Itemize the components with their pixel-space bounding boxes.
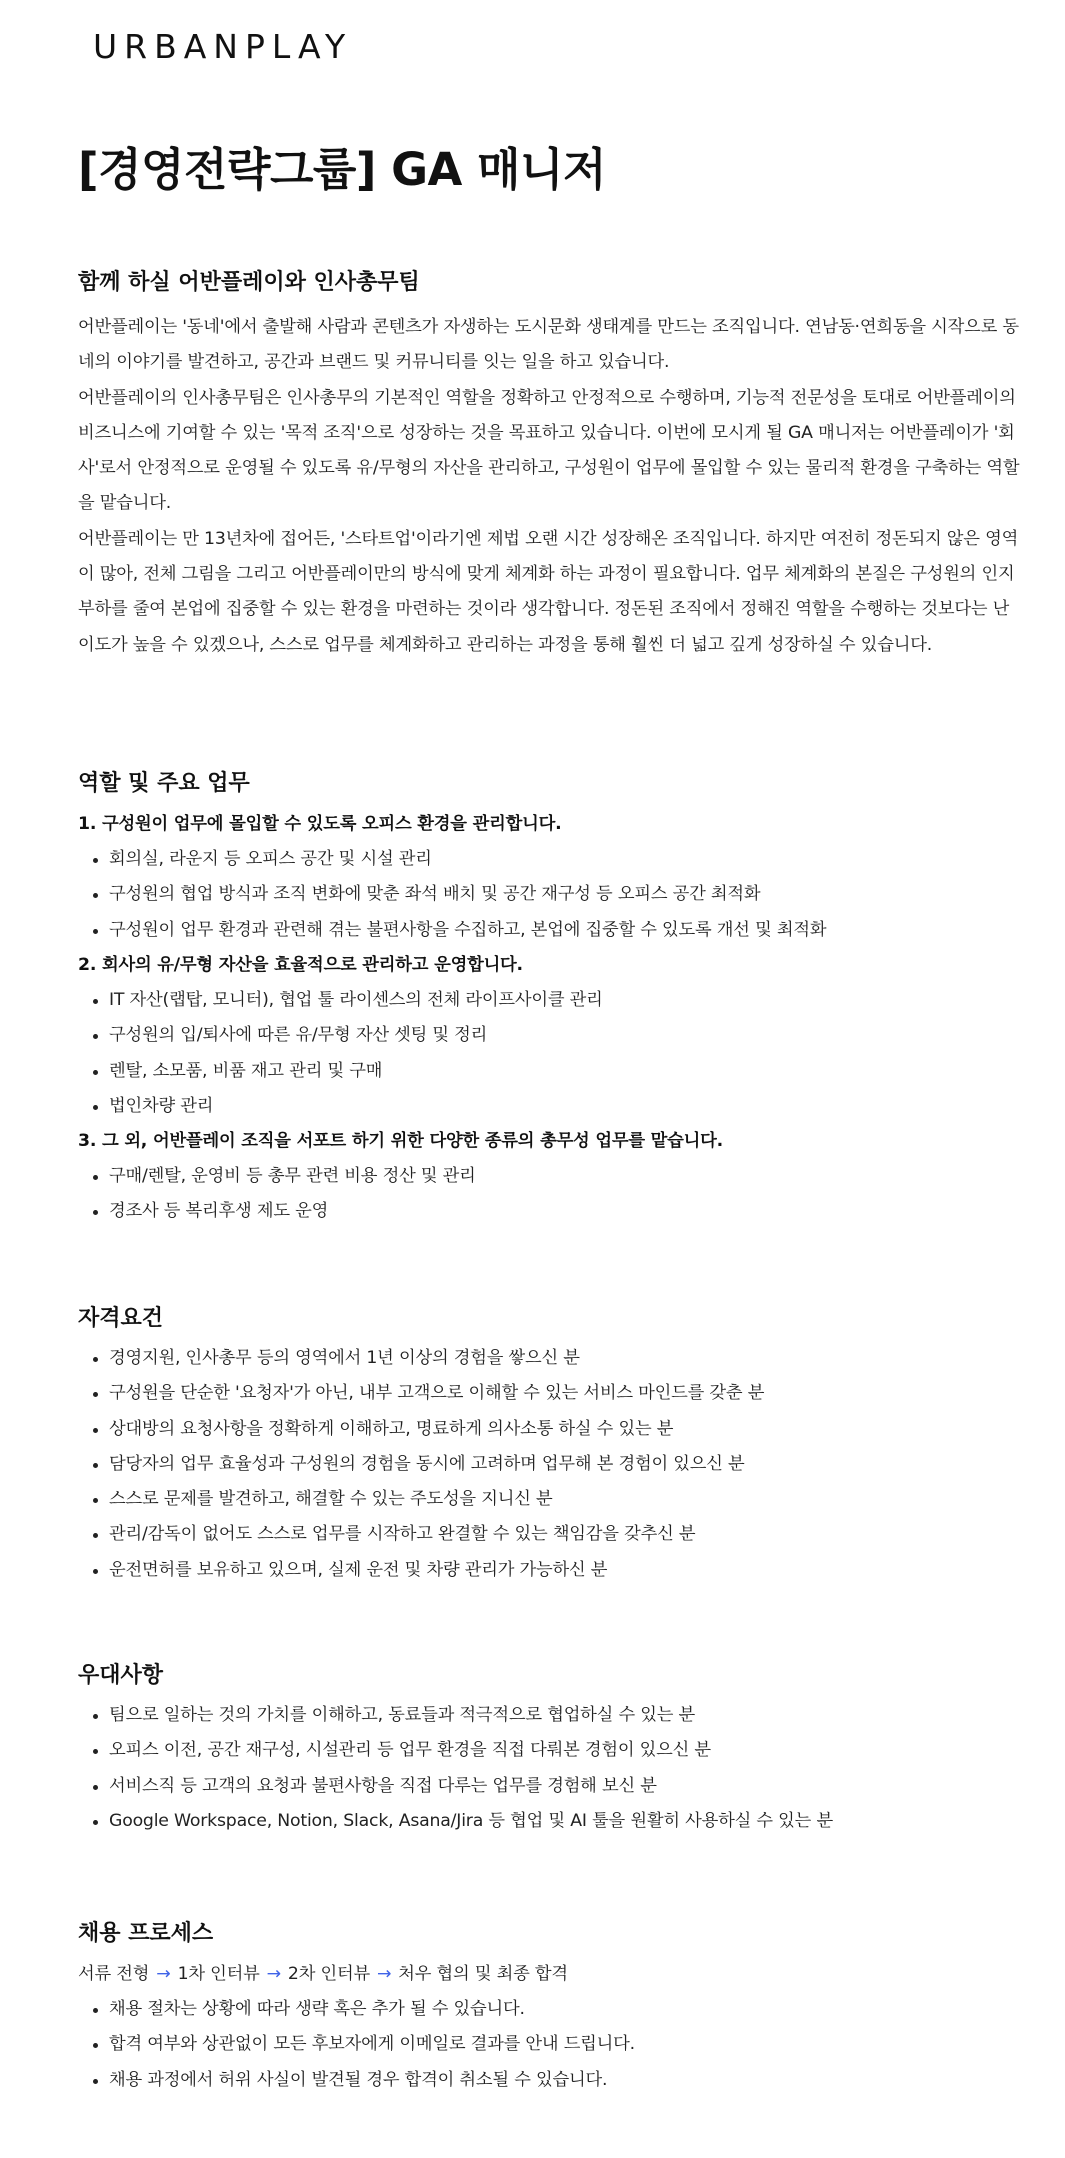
list-item <box>78 1447 764 1482</box>
list-item-text: 상대방의 요청사항을 정확하게 이해하고, 명료하게 의사소통 하실 수 있는 분 <box>109 1418 674 1439</box>
list-item-text: 관리/감독이 없어도 스스로 업무를 시작하고 완결할 수 있는 책임감을 갖추신 분 <box>109 1524 696 1545</box>
duties-heading: 역할 및 주요 업무 <box>78 771 250 796</box>
list-item <box>78 1517 764 1552</box>
list-item-text: 운전면허를 보유하고 있으며, 실제 운전 및 차량 관리가 가능하신 분 <box>109 1559 608 1580</box>
intro-heading: 함께 하실 어반플레이와 인사총무팀 <box>78 270 420 295</box>
process-step: 2차 인터뷰 <box>287 1964 370 1984</box>
list-item-text: 회의실, 라운지 등 오피스 공간 및 시설 관리 <box>109 849 432 869</box>
bullet-icon <box>93 1749 98 1754</box>
arrow-right-icon: → <box>266 1964 281 1984</box>
list-item <box>78 1733 833 1768</box>
bullet-icon <box>93 1498 98 1503</box>
bullet-icon <box>93 1714 98 1719</box>
bullet-icon <box>93 1210 98 1215</box>
brand-logo[interactable]: URBANPLAY <box>93 27 353 66</box>
bullet-icon <box>93 1428 98 1433</box>
list-item <box>78 913 826 948</box>
requirements-heading: 자격요건 <box>78 1306 164 1331</box>
duty-list <box>78 1159 476 1230</box>
duty-group-title: 2. 회사의 유/무형 자산을 효율적으로 관리하고 운영합니다. <box>78 955 523 975</box>
list-item-text: 합격 여부와 상관없이 모든 후보자에게 이메일로 결과를 안내 드립니다. <box>109 2034 635 2055</box>
list-item <box>78 1553 764 1588</box>
bullet-icon <box>93 929 98 934</box>
intro-paragraph: 어반플레이는 만 13년차에 접어든, '스타트업'이라기엔 제법 오랜 시간 성장해온 조직입니다. 하지만 여전히 정돈되지 않은 영역이 많아, 전체 그림을 그리고 어반플레이만의 방식에 맞게 체계화 하는 과정이 필요합니다. 업무 체계화의 본질은 구성원의 인지부하를 줄여 본업에 집중할 수 있는 환경을 마련하는 것이라 생각합니다. 정돈된 조직에서 정해진 역할을 수행하는 것보다는 난이도가 높을 수 있겠으나, 스스로 업무를 체계화하고 관리하는 과정을 통해 훨씬 더 넓고 깊게 성장하실 수 있습니다. <box>78 528 1019 655</box>
arrow-right-icon: → <box>156 1964 171 1984</box>
list-item <box>78 1054 603 1089</box>
bullet-icon <box>93 1070 98 1075</box>
list-item <box>78 1089 603 1124</box>
list-item-text: 구성원의 입/퇴사에 따른 유/무형 자산 셋팅 및 정리 <box>109 1025 488 1046</box>
bullet-icon <box>93 858 98 863</box>
intro-paragraph: 어반플레이는 '동네'에서 출발해 사람과 콘텐츠가 자생하는 도시문화 생태계를 만드는 조직입니다. 연남동·연희동을 시작으로 동네의 이야기를 발견하고, 공간과 브랜드 및 커뮤니티를 잇는 일을 하고 있습니다. <box>78 317 1019 373</box>
list-item <box>78 1482 764 1517</box>
preferred-list <box>78 1698 833 1839</box>
list-item <box>78 1341 764 1376</box>
job-title: [경영전략그룹] GA 매니저 <box>78 143 606 196</box>
process-step: 1차 인터뷰 <box>177 1964 260 1984</box>
list-item-text: 스스로 문제를 발견하고, 해결할 수 있는 주도성을 지니신 분 <box>109 1489 553 1510</box>
list-item-text: 담당자의 업무 효율성과 구성원의 경험을 동시에 고려하며 업무해 본 경험이 있으신 분 <box>109 1453 745 1474</box>
bullet-icon <box>93 1463 98 1468</box>
list-item-text: 구매/렌탈, 운영비 등 총무 관련 비용 정산 및 관리 <box>109 1166 476 1186</box>
list-item <box>78 1159 476 1194</box>
list-item-text: 채용 절차는 상황에 따라 생략 혹은 추가 될 수 있습니다. <box>109 1999 525 2019</box>
duty-list <box>78 983 603 1124</box>
bullet-icon <box>93 1105 98 1110</box>
list-item-text: 경영지원, 인사총무 등의 영역에서 1년 이상의 경험을 쌓으신 분 <box>109 1348 580 1368</box>
list-item <box>78 1698 833 1733</box>
duty-group-title: 3. 그 외, 어반플레이 조직을 서포트 하기 위한 다양한 종류의 총무성 업무를 맡습니다. <box>78 1131 724 1151</box>
bullet-icon <box>93 1820 98 1825</box>
bullet-icon <box>93 1392 98 1397</box>
list-item <box>78 1992 635 2027</box>
list-item <box>78 877 826 912</box>
bullet-icon <box>93 893 98 898</box>
list-item-text: 채용 과정에서 허위 사실이 발견될 경우 합격이 취소될 수 있습니다. <box>109 2069 608 2090</box>
requirements-list <box>78 1341 764 1588</box>
list-item-text: 구성원의 협업 방식과 조직 변화에 맞춘 좌석 배치 및 공간 재구성 등 오피스 공간 최적화 <box>109 884 761 905</box>
bullet-icon <box>93 1569 98 1574</box>
list-item <box>78 2027 635 2062</box>
bullet-icon <box>93 999 98 1004</box>
list-item-text: 구성원이 업무 환경과 관련해 겪는 불편사항을 수집하고, 본업에 집중할 수 있도록 개선 및 최적화 <box>109 919 827 940</box>
bullet-icon <box>93 2008 98 2013</box>
bullet-icon <box>93 1357 98 1362</box>
arrow-right-icon: → <box>377 1964 392 1984</box>
bullet-icon <box>93 1175 98 1180</box>
list-item <box>78 1018 603 1053</box>
bullet-icon <box>93 1034 98 1039</box>
list-item-text: 경조사 등 복리후생 제도 운영 <box>109 1201 329 1222</box>
duty-group-title: 1. 구성원이 업무에 몰입할 수 있도록 오피스 환경을 관리합니다. <box>78 814 562 834</box>
list-item <box>78 2063 635 2098</box>
list-item-text: 팀으로 일하는 것의 가치를 이해하고, 동료들과 적극적으로 협업하실 수 있는 분 <box>109 1705 696 1725</box>
list-item-text: 법인차량 관리 <box>109 1095 214 1116</box>
bullet-icon <box>93 1533 98 1538</box>
process-notes-list <box>78 1992 635 2098</box>
duty-list <box>78 842 826 948</box>
list-item-text: 구성원을 단순한 '요청자'가 아닌, 내부 고객으로 이해할 수 있는 서비스 마인드를 갖춘 분 <box>109 1383 765 1404</box>
process-steps <box>78 1957 568 1992</box>
list-item-text: 서비스직 등 고객의 요청과 불편사항을 직접 다루는 업무를 경험해 보신 분 <box>109 1775 657 1796</box>
list-item <box>78 1376 764 1411</box>
list-item <box>78 1804 833 1839</box>
intro-paragraph: 어반플레이의 인사총무팀은 인사총무의 기본적인 역할을 정확하고 안정적으로 수행하며, 기능적 전문성을 토대로 어반플레이의 비즈니스에 기여할 수 있는 '목적 조직'으로 성장하는 것을 목표하고 있습니다. 이번에 모시게 될 GA 매니저는 어반플레이가 '회사'로서 안정적으로 운영될 수 있도록 유/무형의 자산을 관리하고, 구성원이 업무에 몰입할 수 있는 물리적 환경을 구축하는 역할을 맡습니다. <box>78 387 1020 514</box>
list-item <box>78 842 826 877</box>
process-step: 서류 전형 <box>78 1964 150 1984</box>
list-item-text: 오피스 이전, 공간 재구성, 시설관리 등 업무 환경을 직접 다뤄본 경험이 있으신 분 <box>109 1740 711 1761</box>
preferred-heading: 우대사항 <box>78 1663 164 1688</box>
bullet-icon <box>93 2043 98 2048</box>
list-item-text: Google Workspace, Notion, Slack, Asana/Jira 등 협업 및 AI 툴을 원활히 사용하실 수 있는 분 <box>109 1810 833 1831</box>
process-step: 처우 협의 및 최종 합격 <box>398 1964 568 1984</box>
list-item <box>78 1769 833 1804</box>
bullet-icon <box>93 2079 98 2084</box>
list-item <box>78 983 603 1018</box>
process-heading: 채용 프로세스 <box>78 1921 214 1946</box>
bullet-icon <box>93 1785 98 1790</box>
list-item-text: 렌탈, 소모품, 비품 재고 관리 및 구매 <box>109 1060 383 1081</box>
list-item <box>78 1194 476 1229</box>
list-item-text: IT 자산(랩탑, 모니터), 협업 툴 라이센스의 전체 라이프사이클 관리 <box>109 990 603 1010</box>
list-item <box>78 1412 764 1447</box>
intro-body <box>78 310 1022 663</box>
